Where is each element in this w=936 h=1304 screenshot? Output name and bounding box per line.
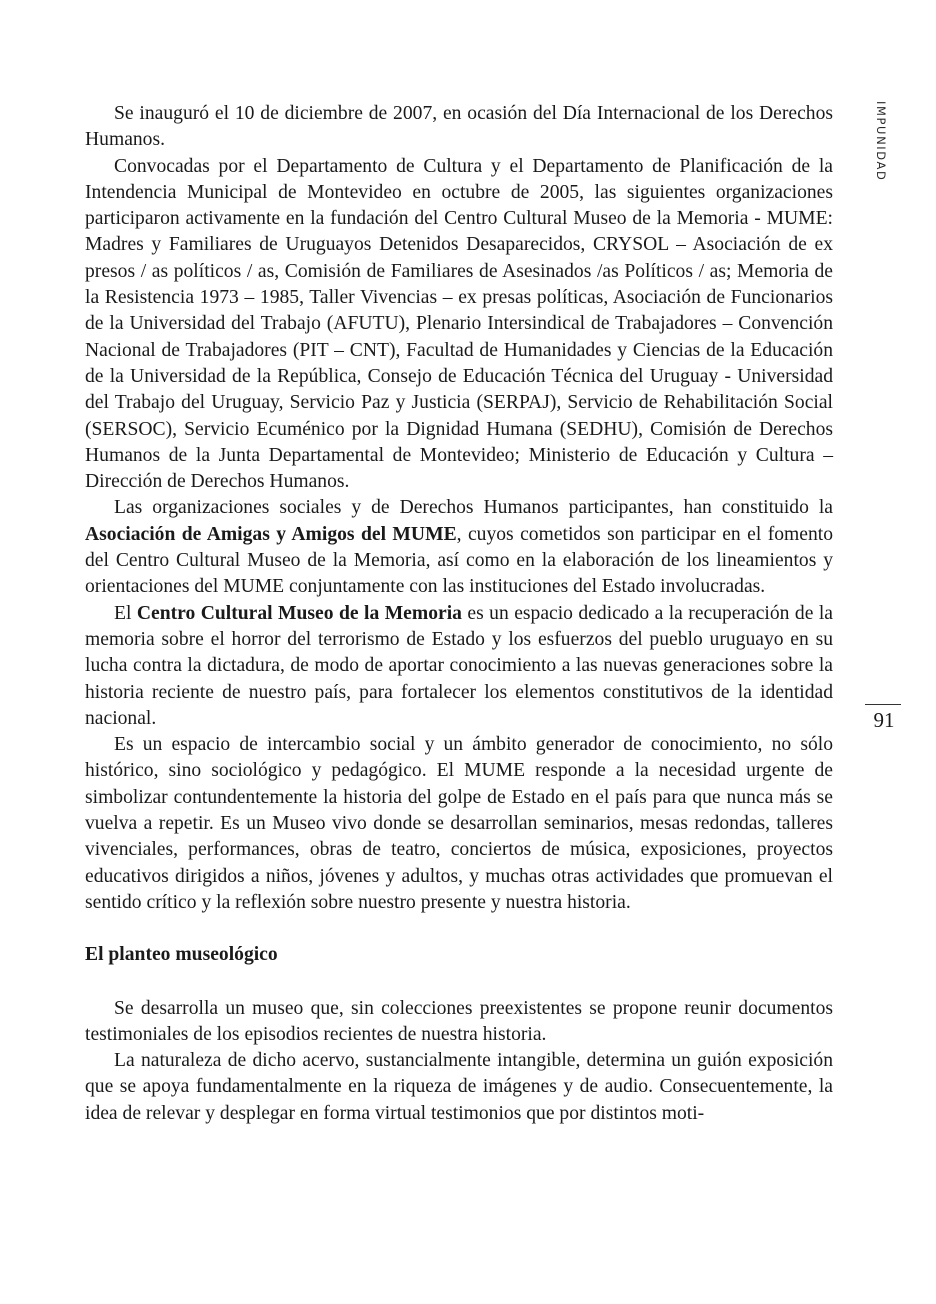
running-head: IMPUNIDAD	[874, 101, 888, 182]
paragraph-inauguration: Se inauguró el 10 de diciembre de 2007, en ocasión del Día Internacional de los Derechos Humanos.	[85, 103, 833, 151]
paragraph-center-end: es un espacio dedicado a la recuperación de la memoria sobre el horror del terrorismo de Estado y los esfuerzos del pueblo uruguayo en su lucha contra la dictadura, de modo de aportar conocimiento a las nuevas generaciones sobre la historia reciente de nuestro país, para fortalecer los elementos constitutivos de la identidad nacional.	[85, 602, 833, 729]
page-number-rule	[865, 704, 901, 705]
paragraph-organizations: Convocadas por el Departamento de Cultura y el Departamento de Planificación de la Intendencia Municipal de Montevideo en octubre de 2005, las siguientes organizaciones participaron activamente en la fundación del Centro Cultural Museo de la Memoria - MUME: Madres y Familiares de Uruguayos Detenidos Desaparecidos, CRYSOL – Asociación de ex presos / as políticos / as, Comisión de Familiares de Asesinados /as Políticos / as; Memoria de la Resistencia 1973 – 1985, Taller Vivencias – ex presas políticas, Asociación de Funcionarios de la Universidad del Trabajo (AFUTU), Plenario Intersindical de Trabajadores – Convención Nacional de Trabajadores (PIT – CNT), Facultad de Humanidades y Ciencias de la Educación de la Universidad de la República, Consejo de Educación Técnica del Uruguay - Universidad del Trabajo del Uruguay, Servicio Paz y Justicia (SERPAJ), Servicio de Rehabilitación Social (SERSOC), Servicio Ecuménico por la Dignidad Humana (SEDHU), Comisión de Derechos Humanos de la Junta Departamental de Montevideo; Ministerio de Educación y Cultura – Dirección de Derechos Humanos.	[85, 155, 833, 493]
page-body	[85, 101, 833, 1127]
paragraph-association	[85, 495, 833, 600]
paragraph-collection-nature: La naturaleza de dicho acervo, sustancialmente intangible, determina un guión exposición que se apoya fundamentalmente en la riqueza de imágenes y de audio. Consecuentemente, la idea de relevar y desplegar en forma virtual testimonios que por distintos moti-	[85, 1050, 833, 1124]
paragraph-center	[85, 601, 833, 732]
page-number: 91	[873, 708, 895, 732]
paragraph-museum-development: Se desarrolla un museo que, sin colecciones preexistentes se propone reunir documentos testimoniales de los episodios recientes de nuestra historia.	[85, 997, 833, 1045]
association-name: Asociación de Amigas y Amigos del MUME	[85, 523, 457, 545]
center-name: Centro Cultural Museo de la Memoria	[136, 602, 462, 624]
paragraph-association-end: , cuyos cometidos son participar en el fomento del Centro Cultural Museo de la Memoria, así como en la elaboración de los lineamientos y orientaciones del MUME conjuntamente con las instituciones del Estado involucradas.	[85, 523, 833, 598]
paragraph-exchange-space: Es un espacio de intercambio social y un ámbito generador de conocimiento, no sólo histórico, sino sociológico y pedagógico. El MUME responde a la necesidad urgente de simbolizar contundentemente la historia del golpe de Estado en el país para que nunca más se vuelva a repetir. Es un Museo vivo donde se desarrollan seminarios, mesas redondas, talleres vivenciales, performances, obras de teatro, conciertos de música, exposiciones, proyectos educativos dirigidos a niños, jóvenes y adultos, y muchas otras actividades que promuevan el sentido crítico y la reflexión sobre nuestro presente y nuestra historia.	[85, 734, 833, 913]
paragraph-association-start: Las organizaciones sociales y de Derechos Humanos participantes, han constituido la	[114, 497, 833, 519]
paragraph-center-start: El	[114, 602, 137, 624]
section-title: El planteo museológico	[85, 944, 278, 966]
